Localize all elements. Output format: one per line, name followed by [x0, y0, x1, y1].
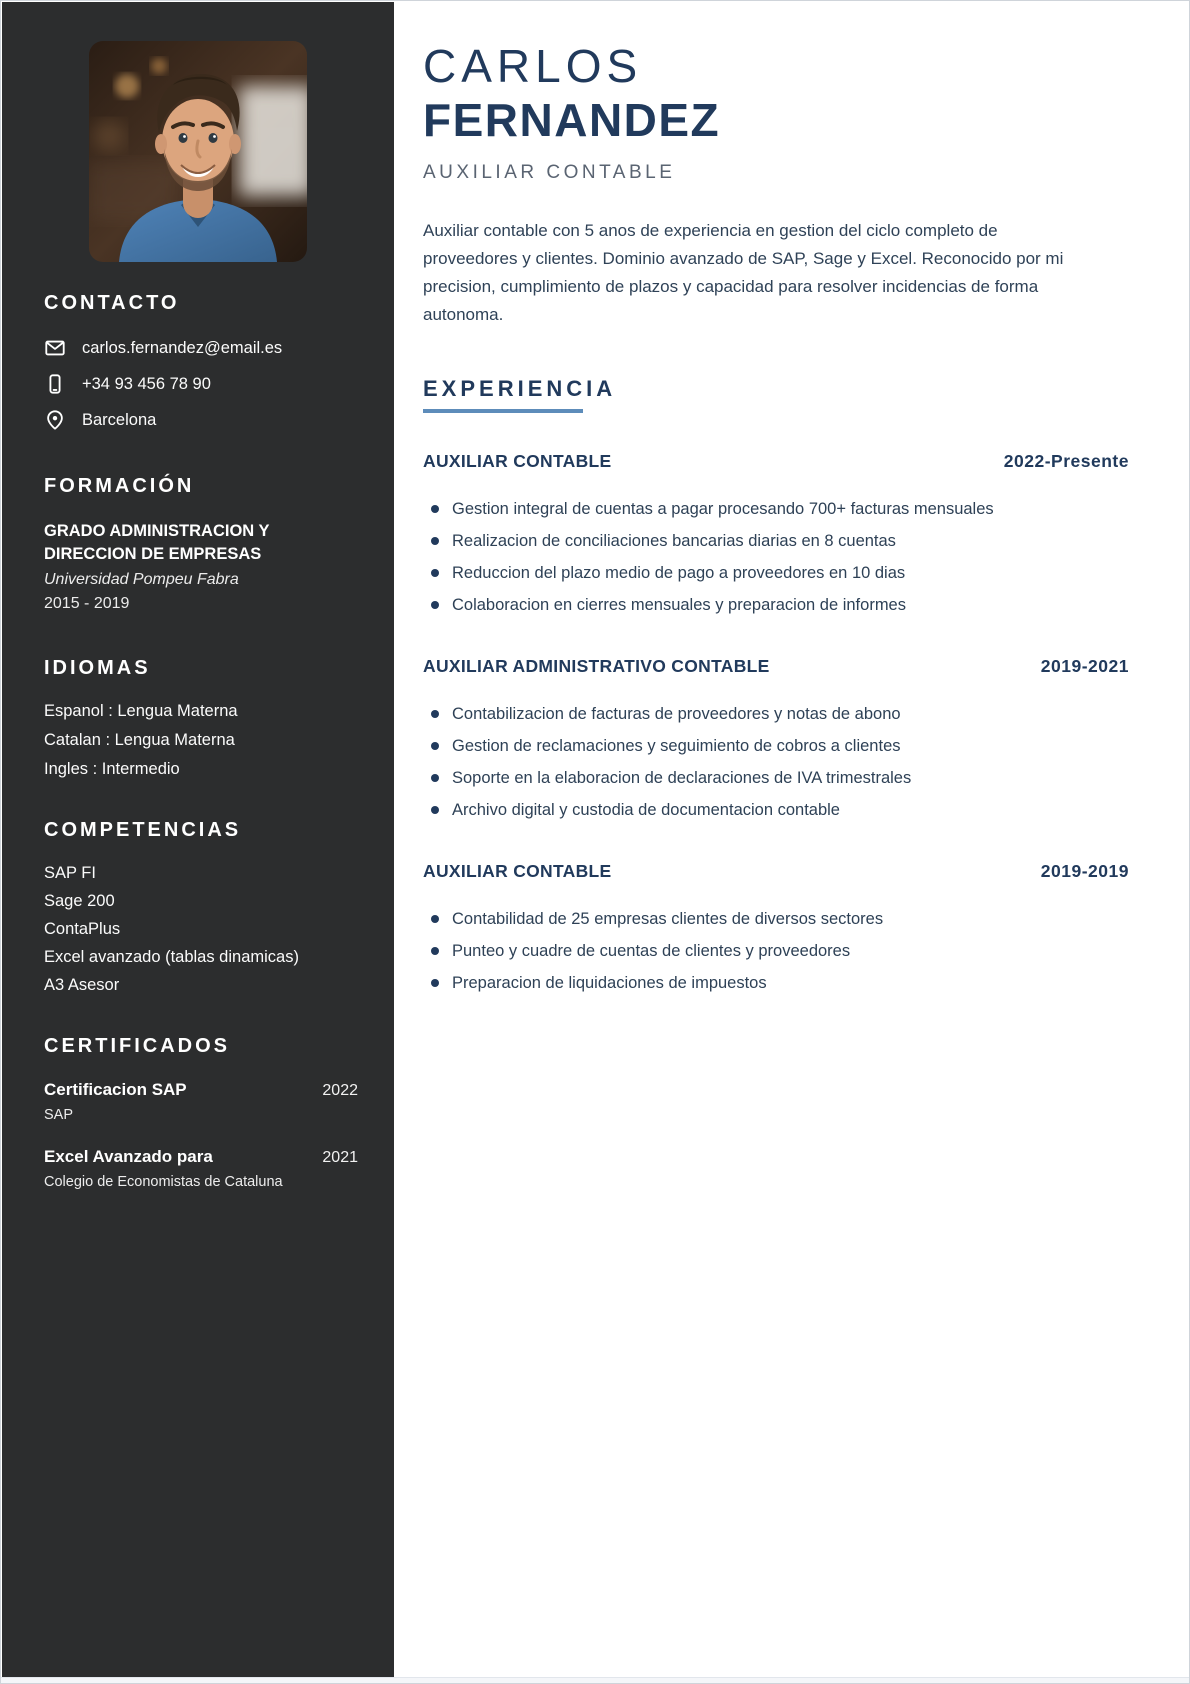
experience-heading: EXPERIENCIA — [423, 375, 617, 401]
experience-job — [423, 861, 1129, 996]
mail-icon — [44, 337, 66, 359]
skills-list — [44, 864, 358, 995]
job-bullet: Gestion de reclamaciones y seguimiento de cobros a clientes — [431, 734, 1129, 759]
job-bullet: Contabilizacion de facturas de proveedores y notas de abono — [431, 702, 1129, 727]
skills-section — [2, 819, 394, 995]
job-title: AUXILIAR ADMINISTRATIVO CONTABLE — [423, 655, 770, 676]
experience-job — [423, 451, 1129, 618]
contact-phone: +34 93 456 78 90 — [82, 374, 211, 393]
first-name: CARLOS — [423, 40, 643, 92]
job-dates: 2019-2019 — [1040, 860, 1129, 881]
certificate-item — [44, 1080, 358, 1123]
experience-underline — [423, 409, 583, 413]
skill-item: Sage 200 — [44, 891, 115, 910]
skill-item: Excel avanzado (tablas dinamicas) — [44, 947, 299, 966]
language-item: Catalan : Lengua Materna — [44, 730, 235, 749]
job-bullet: Preparacion de liquidaciones de impuestos — [431, 971, 1129, 996]
job-title: AUXILIAR CONTABLE — [423, 450, 612, 471]
profile-summary: Auxiliar contable con 5 anos de experiencia en gestion del ciclo completo de proveedores y clientes. Dominio avanzado de SAP, Sage y Excel. Reconocido por mi precision, cumplimiento de plazos y capacidad para resolver incidencias de forma autonoma. — [423, 220, 1064, 324]
phone-icon — [44, 373, 66, 395]
skill-item: ContaPlus — [44, 919, 121, 938]
languages-heading: IDIOMAS — [44, 656, 151, 679]
education-dates: 2015 - 2019 — [44, 594, 130, 612]
sidebar — [2, 2, 394, 1679]
skill-item: SAP FI — [44, 863, 96, 882]
job-bullet: Archivo digital y custodia de documentacion contable — [431, 798, 1129, 823]
job-bullets — [423, 702, 1129, 823]
page-bottom-edge — [1, 1677, 1189, 1683]
job-bullet: Gestion integral de cuentas a pagar procesando 700+ facturas mensuales — [431, 497, 1129, 522]
contact-location-row — [44, 409, 358, 431]
job-bullet: Colaboracion en cierres mensuales y preparacion de informes — [431, 593, 1129, 618]
job-dates: 2019-2021 — [1040, 655, 1129, 676]
main-content — [394, 1, 1189, 996]
education-degree: GRADO ADMINISTRACION Y DIRECCION DE EMPRESAS — [44, 522, 270, 564]
job-bullet: Soporte en la elaboracion de declaraciones de IVA trimestrales — [431, 766, 1129, 791]
contact-location: Barcelona — [82, 410, 157, 429]
experience-job — [423, 656, 1129, 823]
job-bullets — [423, 907, 1129, 996]
languages-list — [44, 702, 358, 779]
job-dates: 2022-Presente — [1003, 450, 1129, 471]
certificate-year: 2021 — [322, 1148, 358, 1166]
certificate-issuer: Colegio de Economistas de Cataluna — [44, 1173, 283, 1190]
education-school: Universidad Pompeu Fabra — [44, 570, 239, 588]
certificate-name: Certificacion SAP — [44, 1079, 187, 1099]
location-icon — [44, 409, 66, 431]
last-name: FERNANDEZ — [423, 94, 721, 147]
job-bullet: Reduccion del plazo medio de pago a proveedores en 10 dias — [431, 561, 1129, 586]
job-header — [423, 861, 1129, 882]
job-header — [423, 656, 1129, 677]
contact-section — [2, 292, 394, 431]
contact-phone-row — [44, 373, 358, 395]
contact-heading: CONTACTO — [44, 292, 180, 314]
job-bullet: Contabilidad de 25 empresas clientes de diversos sectores — [431, 907, 1129, 932]
skills-heading: COMPETENCIAS — [44, 818, 242, 841]
language-item: Espanol : Lengua Materna — [44, 701, 238, 720]
education-heading: FORMACIÓN — [44, 475, 195, 497]
job-bullet: Realizacion de conciliaciones bancarias diarias en 8 cuentas — [431, 529, 1129, 554]
certificate-head — [44, 1080, 358, 1100]
job-title: AUXILIAR CONTABLE — [423, 860, 612, 881]
contact-email-row — [44, 337, 358, 359]
certificate-issuer: SAP — [44, 1106, 74, 1123]
skill-item: A3 Asesor — [44, 975, 120, 994]
job-header — [423, 451, 1129, 472]
job-subtitle: AUXILIAR CONTABLE — [423, 161, 676, 183]
certificate-name: Excel Avanzado para — [44, 1146, 213, 1166]
languages-section — [2, 657, 394, 779]
job-bullet: Punteo y cuadre de cuentas de clientes y proveedores — [431, 939, 1129, 964]
certificate-head — [44, 1147, 358, 1167]
job-bullets — [423, 497, 1129, 618]
language-item: Ingles : Intermedio — [44, 759, 180, 778]
profile-photo — [89, 41, 307, 262]
certificates-heading: CERTIFICADOS — [44, 1034, 230, 1057]
certificate-year: 2022 — [322, 1081, 358, 1099]
contact-email: carlos.fernandez@email.es — [82, 338, 283, 357]
certificate-item — [44, 1147, 358, 1190]
education-section — [2, 475, 394, 613]
certificates-section — [2, 1035, 394, 1190]
